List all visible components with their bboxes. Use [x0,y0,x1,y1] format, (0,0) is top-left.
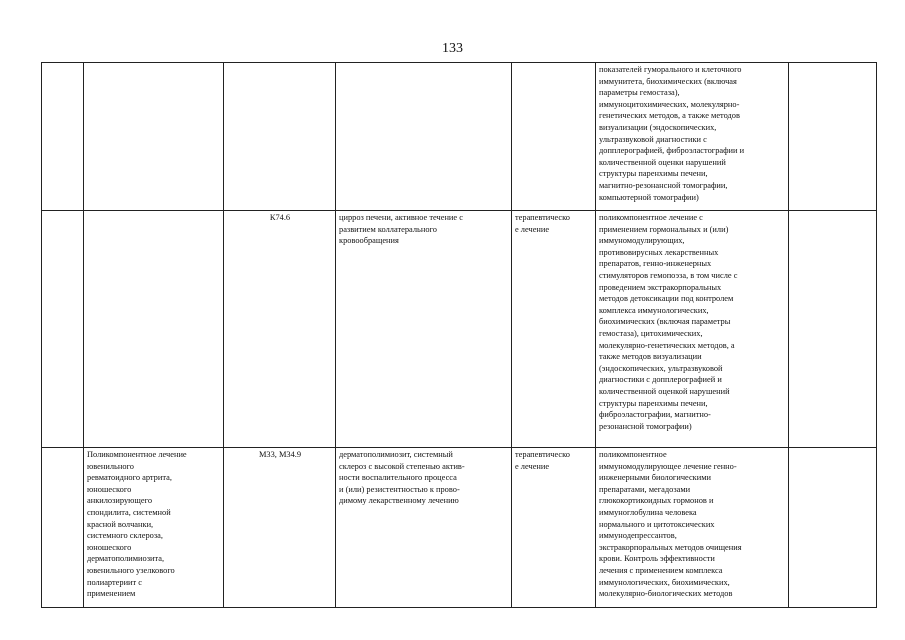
icd-code-cell [224,63,336,211]
treatment-method-cell: показателей гуморального и клеточного иммунитета, биохимических (включая параметры гемостаза), иммуноцитохимических, молекулярно- генетических методов, а также методов визуализации (эндоскопических, ультразвуковой диагностики с допплерографией, фиброэластографии и количественной оценки нарушений структуры паренхимы печени, магнитно-резонансной томографии, компьютерной томографии) [596,63,789,211]
procedure-name-cell [84,63,224,211]
extra-cell [789,211,877,448]
procedure-name-cell: Поликомпонентное лечение ювенильного ревматоидного артрита, юношеского анкилозирующего спондилита, системной красной волчанки, системного склероза, юношеского дерматополимиозита, ювенильного узелкового полиартериит с применением [84,448,224,608]
treatment-table [41,62,877,608]
procedure-name-cell [84,211,224,448]
row-number-cell [42,448,84,608]
treatment-type-cell: терапевтическо е лечение [512,211,596,448]
extra-cell [789,448,877,608]
treatment-type-cell [512,63,596,211]
row-number-cell [42,63,84,211]
icd-code-cell: М33, М34.9 [224,448,336,608]
row-number-cell [42,211,84,448]
treatment-type-cell: терапевтическо е лечение [512,448,596,608]
table-row [42,448,877,608]
patient-model-cell [336,63,512,211]
page-number: 133 [442,41,463,56]
table-row [42,211,877,448]
extra-cell [789,63,877,211]
patient-model-cell: дерматополимиозит, системный склероз с высокой степенью актив- ности воспалительного процесса и (или) резистентностью к прово- димому лекарственному лечению [336,448,512,608]
icd-code-cell: К74.6 [224,211,336,448]
patient-model-cell: цирроз печени, активное течение с развитием коллатерального кровообращения [336,211,512,448]
treatment-method-cell: поликомпонентное лечение с применением гормональных и (или) иммуномодулирующих, противовирусных лекарственных препаратов, генно-инженерных стимуляторов гемопоэза, в том числе с проведением экстракорпоральных методов детоксикации под контролем комплекса иммунологических, биохимических (включая параметры гемостаза), цитохимических, молекулярно-генетических методов, а также методов визуализации (эндоскопических, ультразвуковой диагностики с допплерографией и количественной оценкой нарушений структуры паренхимы печени, фиброэластографии, магнитно- резонансной томографии) [596,211,789,448]
table-row [42,63,877,211]
treatment-method-cell: поликомпонентное иммуномодулирующее лечение генно- инженерными биологическими препаратами, мегадозами глюкокортикоидных гормонов и иммуноглобулина человека нормального и цитотоксических иммунодепрессантов, экстракорпоральных методов очищения крови. Контроль эффективности лечения с применением комплекса иммунологических, биохимических, молекулярно-биологических методов [596,448,789,608]
